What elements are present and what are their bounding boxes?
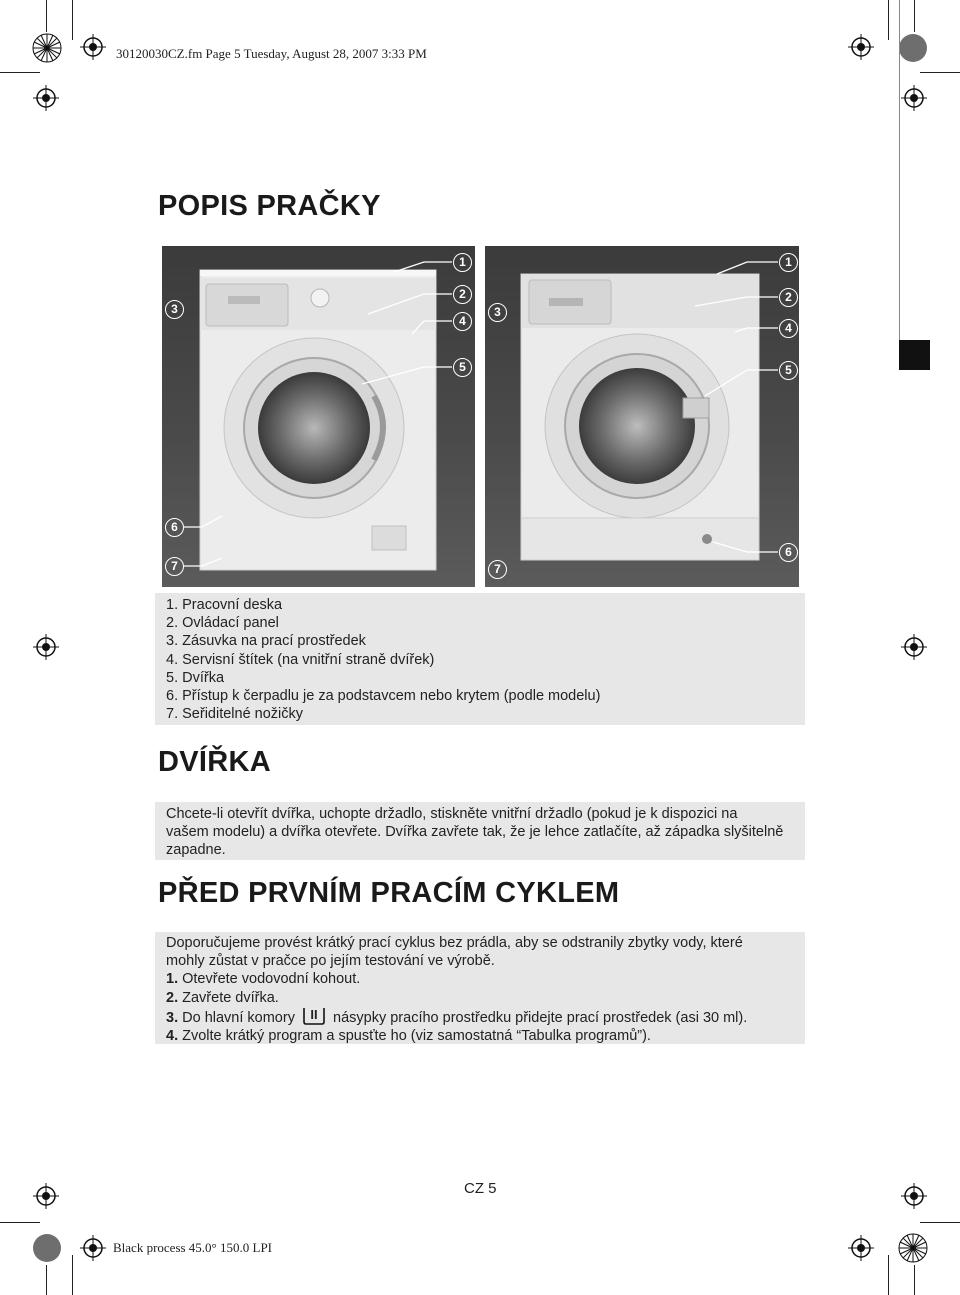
callout-7: 7 (165, 557, 184, 576)
list-item: 6. Přístup k čerpadlu je za podstavcem nebo krytem (podle modelu) (166, 688, 601, 705)
page-slug: 30120030CZ.fm Page 5 Tuesday, August 28, 2007 3:33 PM (116, 46, 427, 61)
side-tab-line (899, 0, 900, 340)
list-item: 5. Dvířka (166, 669, 225, 686)
trim-mark (920, 72, 960, 73)
list-item: 7. Seřiditelné nožičky (166, 706, 304, 723)
registration-mark-icon (33, 85, 59, 111)
trim-mark (72, 0, 73, 40)
paragraph-line: zapadne. (166, 842, 226, 859)
callout-5: 5 (779, 361, 798, 380)
washer-photo-freestanding (162, 246, 475, 587)
section-title-dvirka: DVÍŘKA (158, 746, 271, 778)
side-tab-marker (899, 340, 930, 370)
callout-4: 4 (779, 319, 798, 338)
starburst-target-icon (32, 33, 62, 63)
callout-3: 3 (165, 300, 184, 319)
registration-mark-icon (848, 1235, 874, 1261)
list-item: 4. Zvolte krátký program a spusťte ho (viz samostatná “Tabulka programů”). (166, 1028, 651, 1045)
trim-mark (914, 0, 915, 32)
compartment-label: II (310, 1006, 318, 1022)
page-number: CZ 5 (464, 1180, 497, 1197)
first-cycle-panel (155, 932, 805, 1044)
parts-list-panel (155, 593, 805, 725)
callout-2: 2 (779, 288, 798, 307)
callout-6: 6 (779, 543, 798, 562)
starburst-target-icon (898, 1233, 928, 1263)
list-item: 2. Ovládací panel (166, 615, 279, 632)
registration-mark-icon (901, 1183, 927, 1209)
registration-mark-icon (33, 634, 59, 660)
process-slug: Black process 45.0° 150.0 LPI (113, 1240, 273, 1255)
trim-mark (920, 1222, 960, 1223)
section-title-popis: POPIS PRAČKY (158, 190, 381, 222)
trim-mark (888, 0, 889, 40)
callout-6: 6 (165, 518, 184, 537)
trim-mark (46, 1265, 47, 1295)
detergent-compartment-icon (302, 1007, 326, 1025)
registration-mark-icon (33, 1183, 59, 1209)
callout-7: 7 (488, 560, 507, 579)
callout-1: 1 (779, 253, 798, 272)
grey-disc-icon (898, 33, 928, 63)
callout-5: 5 (453, 358, 472, 377)
registration-mark-icon (848, 34, 874, 60)
registration-mark-icon (901, 634, 927, 660)
paragraph-line: Chcete-li otevřít dvířka, uchopte držadlo, stiskněte vnitřní držadlo (pokud je k dispozici na (166, 806, 738, 822)
list-item: 1. Pracovní deska (166, 597, 283, 613)
grey-disc-icon (32, 1233, 62, 1263)
list-item: 2. Zavřete dvířka. (166, 989, 279, 1006)
section-title-pred-prvnim: PŘED PRVNÍM PRACÍM CYKLEM (158, 877, 620, 909)
list-item: 4. Servisní štítek (na vnitřní straně dvířek) (166, 651, 435, 668)
callout-3: 3 (488, 303, 507, 322)
paragraph-line: vašem modelu) a dvířka otevřete. Dvířka zavřete tak, že je lehce zatlačíte, až západka slyšitelně (166, 824, 784, 841)
callout-1: 1 (453, 253, 472, 272)
registration-mark-icon (80, 34, 106, 60)
trim-mark (72, 1255, 73, 1295)
registration-mark-icon (80, 1235, 106, 1261)
callout-4: 4 (453, 312, 472, 331)
list-item: 3. Do hlavní komory II násypky pracího prostředku přidejte prací prostředek (asi 30 ml). (166, 1006, 748, 1026)
trim-mark (888, 1255, 889, 1295)
paragraph-line: mohly zůstat v pračce po jejím testování ve výrobě. (166, 953, 495, 970)
paragraph-line: Doporučujeme provést krátký prací cyklus bez prádla, aby se odstranily zbytky vody, které (166, 935, 743, 951)
trim-mark (0, 72, 40, 73)
list-item: 1. Otevřete vodovodní kohout. (166, 971, 361, 988)
trim-mark (914, 1265, 915, 1295)
callout-2: 2 (453, 285, 472, 304)
trim-mark (0, 1222, 40, 1223)
door-text-panel (155, 802, 805, 860)
registration-mark-icon (901, 85, 927, 111)
callout-leader-lines (162, 246, 475, 587)
list-item: 3. Zásuvka na prací prostředek (166, 633, 366, 650)
trim-mark (46, 0, 47, 32)
washer-photo-builtin (485, 246, 799, 587)
callout-leader-lines (485, 246, 799, 587)
